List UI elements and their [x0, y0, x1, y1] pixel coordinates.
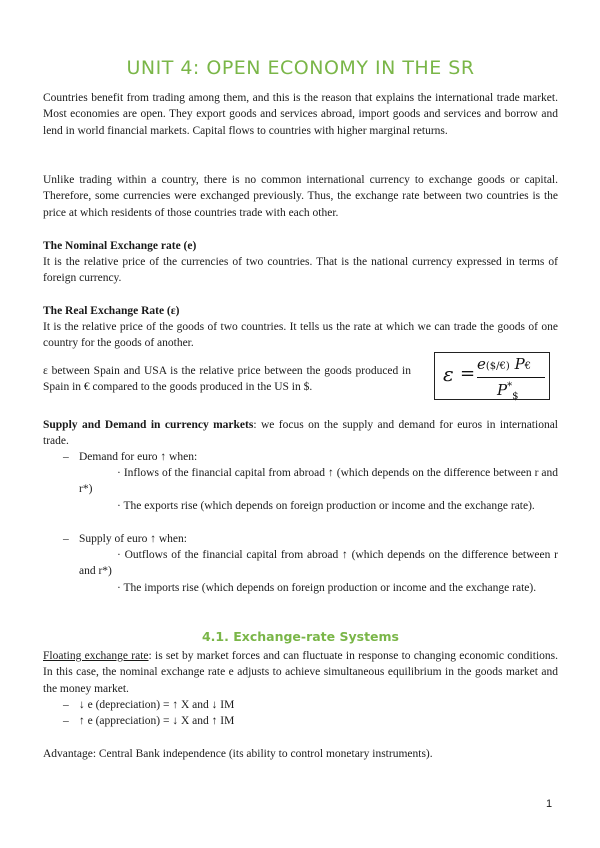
real-example: ε between Spain and USA is the relative price between the goods produced in Spain in € compared to the goods produced in the US in $.: [43, 365, 411, 394]
nominal-text: It is the relative price of the currencies of two countries. That is the national currency expressed in terms of foreign currency.: [43, 256, 558, 285]
page-number: 1: [546, 798, 553, 810]
formula-numerator: e($/€) P€: [477, 355, 532, 373]
supply-item-1: · Outflows of the financial capital from abroad ↑ (which depends on the difference between r and r*): [79, 549, 558, 578]
real-text: It is the relative price of the goods of two countries. It tells us the rate at which we can trade the goods of one country for the goods of another.: [43, 321, 558, 350]
supply-demand-intro: [43, 417, 558, 450]
demand-item-2: · The exports rise (which depends on foreign production or income and the exchange rate).: [117, 500, 535, 512]
supply-label: Supply of euro ↑ when:: [79, 533, 187, 545]
intro-paragraph-1: Countries benefit from trading among them, and this is the reason that explains the international trade market. Most economies are open. They export goods and services abroad, import goods and services and borrow and lend in world financial markets. Capital flows to countries with higher marginal returns.: [43, 92, 558, 137]
advantage-text: Advantage: Central Bank independence (its ability to control monetary instruments).: [43, 748, 433, 760]
page-title: UNIT 4: OPEN ECONOMY IN THE SR: [126, 57, 475, 79]
formula-fraction-bar: [477, 377, 545, 378]
demand-item-1: · Inflows of the financial capital from abroad ↑ (which depends on the difference between r and r*): [79, 467, 558, 496]
formula-equals: =: [460, 363, 476, 384]
floating-paragraph: [43, 648, 558, 697]
supply-demand-rest: : we focus on the supply and demand for euros in international trade.: [43, 419, 558, 448]
supply-item-2: · The imports rise (which depends on foreign production or income and the exchange rate).: [117, 582, 537, 594]
formula-epsilon: ε: [443, 362, 454, 386]
real-heading: The Real Exchange Rate (ε): [43, 305, 180, 317]
floating-text: : is set by market forces and can fluctuate in response to changing economic conditions. In this case, the nominal exchange rate e adjusts to achieve simultaneous equilibrium in the goods market and the money market.: [43, 650, 558, 695]
floating-term: Floating exchange rate: [43, 650, 149, 662]
nominal-heading: The Nominal Exchange rate (e): [43, 240, 197, 252]
real-exchange-rate-formula: [434, 352, 550, 400]
demand-label: Demand for euro ↑ when:: [79, 451, 198, 463]
supply-demand-lead: Supply and Demand in currency markets: [43, 419, 254, 431]
section-title: 4.1. Exchange-rate Systems: [201, 629, 399, 644]
intro-paragraph-2: Unlike trading within a country, there is no common international currency to exchange goods or capital. Therefore, some currencies were exchanged previously. Thus, the exchange rate between two countries is the price at which residents of those countries trade with each other.: [43, 174, 558, 219]
formula-denominator: $P^*_{\$}$: [497, 381, 519, 402]
